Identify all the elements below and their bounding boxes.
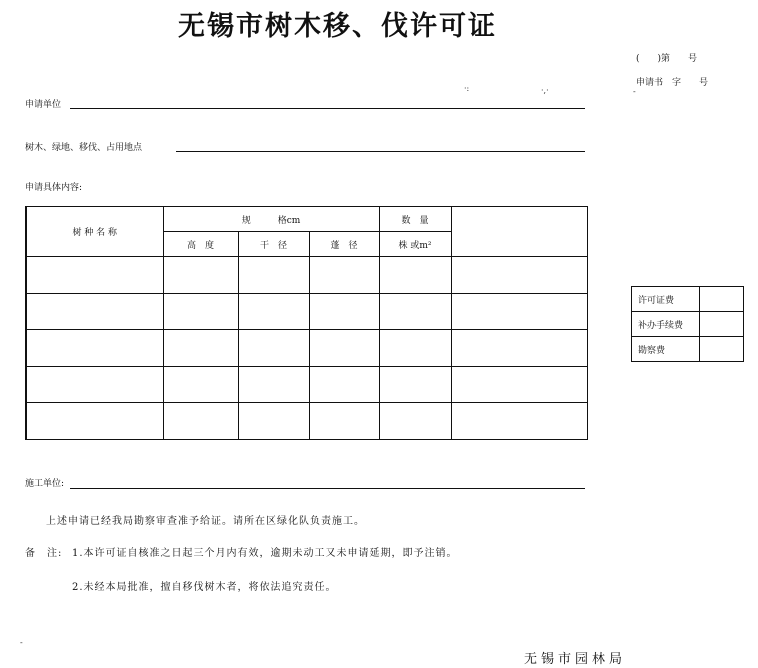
quantity-unit-header: 株 或m² (379, 232, 451, 257)
issuer-name: 无锡市园林局 (524, 652, 627, 667)
table-row (26, 403, 587, 440)
quantity-header: 数 量 (379, 207, 451, 232)
permit-number-line: ( )第 号 (636, 54, 698, 64)
tree-name-header: 树 种 名 称 (26, 207, 163, 257)
spec-header: 规 格cm (163, 207, 379, 232)
location-field-line (176, 151, 585, 152)
content-label: 申请具体内容: (25, 183, 83, 193)
scan-speck: ·: (464, 84, 470, 93)
trunk-header: 干 径 (238, 232, 309, 257)
permit-fee-label: 许可证费 (632, 287, 700, 312)
procedure-fee-value[interactable] (700, 312, 744, 337)
document-title: 无锡市树木移、伐许可证 (178, 11, 497, 42)
blank-header (451, 207, 587, 257)
table-row (26, 293, 587, 330)
applicant-field-line (70, 108, 585, 109)
scan-speck: - (633, 87, 636, 96)
scan-speck: - (20, 638, 23, 647)
scan-speck: ·,· (541, 86, 549, 95)
remarks-label: 备 注: (25, 548, 63, 559)
survey-fee-label: 勘察费 (632, 337, 700, 362)
construction-field-line (70, 488, 585, 489)
table-row (26, 330, 587, 367)
remark-1: 1.本许可证自核准之日起三个月内有效，逾期未动工又未申请延期，即予注销。 (72, 548, 458, 559)
applicant-label: 申请单位 (25, 100, 62, 110)
location-label: 树木、绿地、移伐、占用地点 (25, 143, 143, 153)
survey-fee-value[interactable] (700, 337, 744, 362)
height-header: 高 度 (163, 232, 238, 257)
table-row (26, 366, 587, 403)
application-number-line: 申请书 字 号 (636, 78, 709, 88)
approval-statement: 上述申请已经我局勘察审查准予给证。请所在区绿化队负责施工。 (46, 516, 365, 527)
fee-table (631, 286, 744, 362)
crown-header: 蓬 径 (309, 232, 379, 257)
remark-2: 2.未经本局批准，擅自移伐树木者，将依法追究责任。 (72, 582, 337, 593)
procedure-fee-label: 补办手续费 (632, 312, 700, 337)
construction-label: 施工单位: (25, 479, 65, 489)
application-content-table (25, 206, 588, 440)
permit-fee-value[interactable] (700, 287, 744, 312)
table-row (26, 257, 587, 294)
